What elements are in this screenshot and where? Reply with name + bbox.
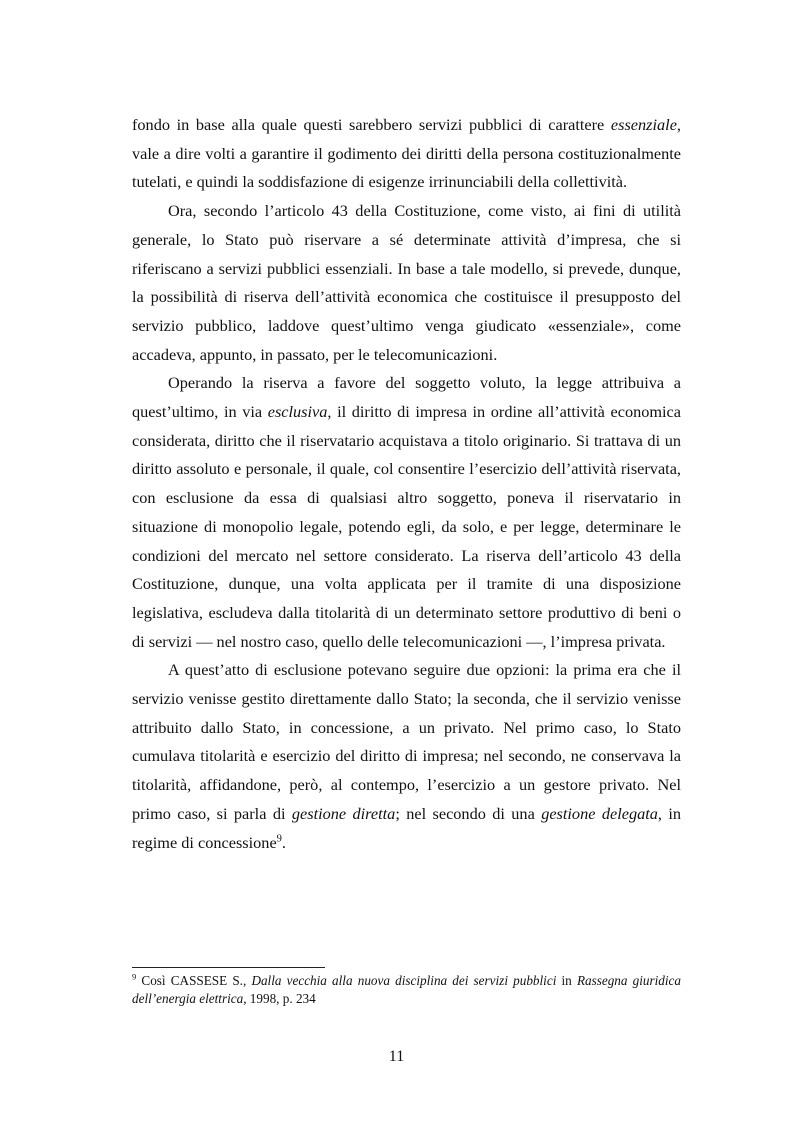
paragraph-4-emphasis-2: gestione delegata: [541, 803, 658, 823]
paragraph-4-emphasis-1: gestione diretta: [291, 803, 396, 823]
footnote-journal: Rassegna giuridica dell’energia elettrica: [132, 973, 681, 1006]
paragraph-1-text-a: fondo in base alla quale questi sarebbero servizi pubblici di carattere: [132, 115, 611, 134]
paragraph-4: [132, 656, 681, 857]
paragraph-3: [132, 369, 681, 656]
paragraph-1-emphasis: essenziale: [610, 115, 677, 134]
paragraph-4-text-b: ; nel secondo di una: [395, 803, 542, 823]
footnote-text-a: Così CASSESE S.,: [136, 973, 252, 988]
footnote-text-c: , 1998, p. 234: [243, 991, 316, 1006]
footnote-separator: [132, 967, 325, 968]
paragraph-4-text-c: , in regime di concessione: [132, 803, 682, 852]
paragraph-3-emphasis: esclusiva: [267, 402, 328, 422]
footnote-reference[interactable]: 9: [276, 833, 282, 845]
page-body: [132, 111, 681, 857]
footnote-title: Dalla vecchia alla nuova disciplina dei servizi pubblici: [251, 973, 557, 988]
footnote: [132, 972, 681, 1008]
paragraph-3-text-b: , il diritto di impresa in ordine all’attività economica considerata, diritto che il riservatario acquistava a titolo originario. Si trattava di un diritto assoluto e personale, il quale, col consentire l’esercizio dell’attività riservata, con esclusione da essa di qualsiasi altro soggetto, poneva il riservatario in situazione di monopolio legale, potendo egli, da solo, e per legge, determinare le condizioni del mercato nel settore considerato. La riserva dell’articolo 43 della Costituzione, dunque, una volta applicata per il tramite di una disposizione legislativa, escludeva dalla titolarità di un determinato settore produttivo di beni o di servizi — nel nostro caso, quello delle telecomunicazioni —, l’impresa privata.: [132, 402, 682, 651]
footnote-number: 9: [132, 971, 137, 982]
paragraph-2: Ora, secondo l’articolo 43 della Costituzione, come visto, ai fini di utilità generale, lo Stato può riservare a sé determinate attività d’impresa, che si riferiscano a servizi pubblici essenziali. In base a tale modello, si prevede, dunque, la possibilità di riserva dell’attività economica che costituisce il presupposto del servizio pubblico, laddove quest’ultimo venga giudicato «essenziale», come accadeva, appunto, in passato, per le telecomunicazioni.: [132, 201, 681, 364]
paragraph-1-text-b: , vale a dire volti a garantire il godimento dei diritti della persona costituzionalmente tutelati, e quindi la soddisfazione di esigenze irrinunciabili della collettività.: [132, 115, 681, 192]
paragraph-4-text-a: A quest’atto di esclusione potevano seguire due opzioni: la prima era che il servizio venisse gestito direttamente dallo Stato; la seconda, che il servizio venisse attribuito dallo Stato, in concessione, a un privato. Nel primo caso, lo Stato cumulava titolarità e esercizio del diritto di impresa; nel secondo, ne conservava la titolarità, affidandone, però, al contempo, l’esercizio a un gestore privato. Nel primo caso, si parla di: [132, 660, 681, 823]
page-number: 11: [388, 1048, 405, 1065]
paragraph-1: [132, 111, 681, 197]
paragraph-4-text-d: .: [281, 832, 286, 852]
footnote-text-b: in: [556, 973, 577, 988]
paragraph-3-text-a: Operando la riserva a favore del soggetto voluto, la legge attribuiva a quest’ultimo, in via: [132, 373, 681, 422]
